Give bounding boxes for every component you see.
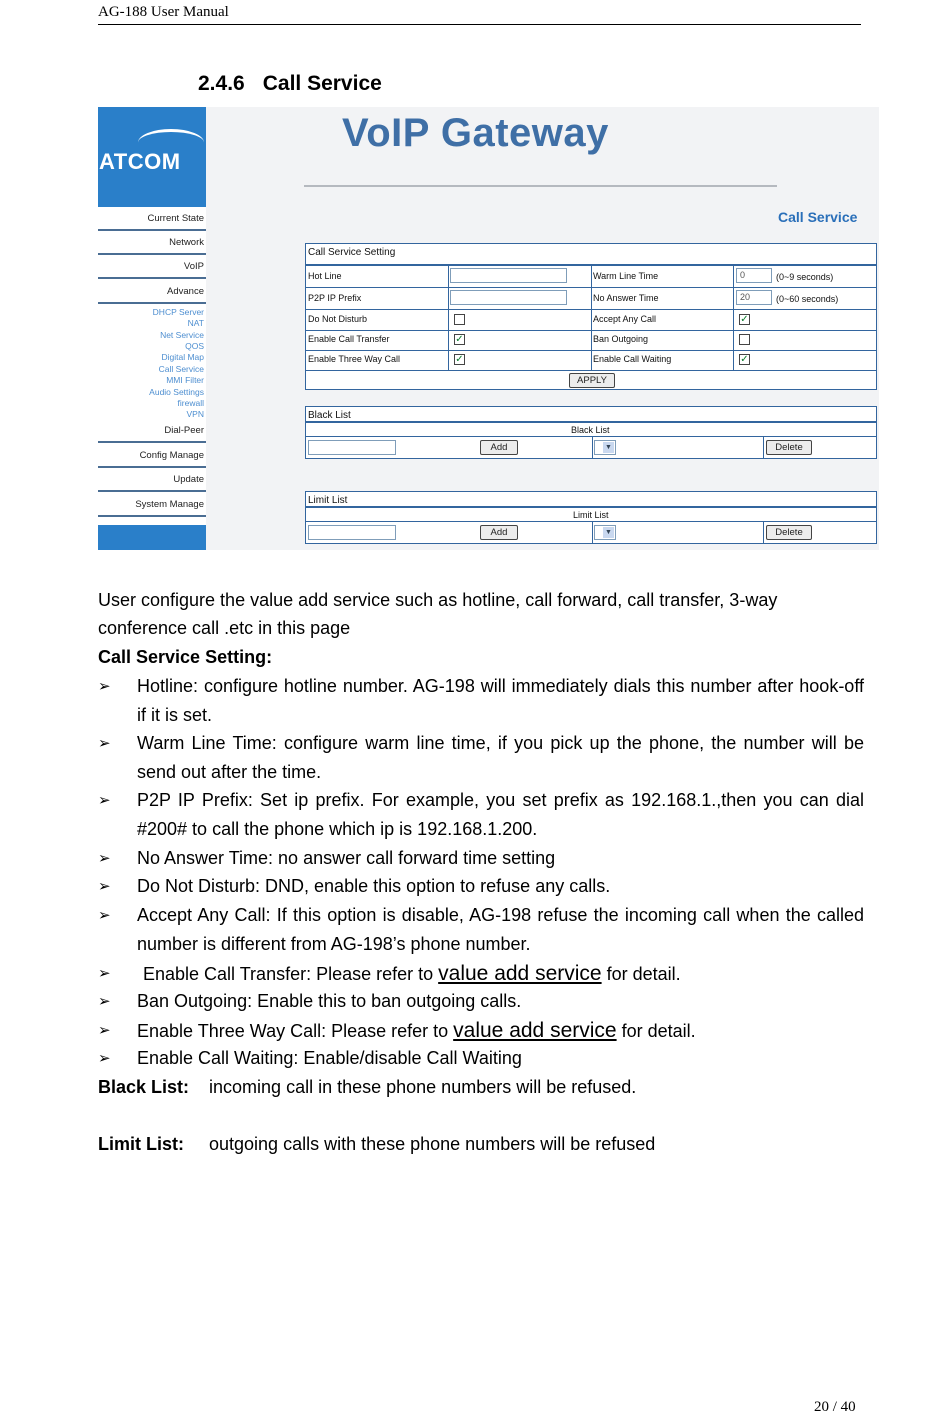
nav-sub-audio-settings[interactable]: Audio Settings [149,387,204,397]
bullet-arrow-icon: ➢ [98,1050,111,1067]
ban-outgoing-checkbox[interactable] [739,334,750,345]
intro-line-1: User configure the value add service such as hotline, call forward, call transfer, 3-way [98,590,778,610]
limit-list-add-button[interactable]: Add [480,525,518,540]
nav-sub-dhcp-server[interactable]: DHCP Server [152,307,204,317]
nav-config-manage[interactable]: Config Manage [98,444,206,468]
atcom-logo [98,107,206,207]
call-service-setting-panel [305,243,877,390]
page-number: 20 / 40 [814,1399,856,1415]
nav-sub-nat[interactable]: NAT [187,318,204,328]
sidebar-footer-band [98,525,206,550]
nav-sub-call-service[interactable]: Call Service [158,364,204,374]
section-heading [198,72,382,96]
warm-line-time-label: Warm Line Time [593,271,659,281]
apply-button[interactable]: APPLY [569,373,615,388]
limit-list-input[interactable] [308,525,396,540]
bullet-arrow-icon: ➢ [98,792,111,809]
bullet-arrow-icon: ➢ [98,993,111,1010]
p2p-prefix-label: P2P IP Prefix [308,293,362,303]
col-rule [733,264,734,370]
bullet-text [137,1016,864,1046]
nav-network[interactable]: Network [98,231,206,255]
panel-rule [306,421,876,423]
bullet-arrow-icon: ➢ [98,878,111,895]
header-rule [98,24,861,25]
do-not-disturb-label: Do Not Disturb [308,314,368,324]
enable-three-way-label: Enable Three Way Call [308,354,401,364]
col-rule [763,521,764,543]
app-title: VoIP Gateway [342,111,609,155]
chevron-down-icon: ▼ [603,442,614,453]
bullet-text: Accept Any Call: If this option is disable, AG-198 refuse the incoming call when the called number is different from AG-198’s phone number. [137,905,864,954]
nav-sub-vpn[interactable]: VPN [186,409,204,419]
no-answer-time-label: No Answer Time [593,293,659,303]
black-list-select[interactable] [594,440,616,455]
bullet-arrow-icon: ➢ [98,965,111,982]
ban-outgoing-label: Ban Outgoing [593,334,649,344]
bullet-text: Enable Call Waiting: Enable/disable Call Waiting [137,1048,522,1068]
bullet-arrow-icon: ➢ [98,735,111,752]
nav-voip[interactable]: VoIP [98,255,206,279]
no-answer-hint: (0~60 seconds) [776,294,839,304]
nav-sub-firewall[interactable]: firewall [177,398,204,408]
col-rule [591,264,592,370]
black-list-delete-button[interactable]: Delete [766,440,812,455]
section-number: 2.4.6 [198,72,245,95]
page-tag: Call Service [778,209,858,225]
no-answer-time-input[interactable]: 20 [736,290,772,305]
bullet-text [137,959,864,989]
black-list-add-button[interactable]: Add [480,440,518,455]
hot-line-input[interactable] [450,268,567,283]
black-list-term: Black List: [98,1077,190,1097]
bullet-text: Do Not Disturb: DND, enable this option to refuse any calls. [137,876,611,896]
bullet-text: P2P IP Prefix: Set ip prefix. For example, you set prefix as 192.168.1.,then you can dial #200# to call the phone which ip is 192.168.1.200. [137,790,864,839]
panel-title: Black List [308,410,351,421]
bullet-text: Warm Line Time: configure warm line time, if you pick up the phone, the number will be send out after the time. [137,733,864,782]
section-title: Call Service [262,72,382,95]
p2p-prefix-input[interactable] [450,290,567,305]
black-list-panel [305,406,877,459]
hot-line-label: Hot Line [308,271,342,281]
nav-current-state[interactable]: Current State [98,207,206,231]
enable-call-transfer-checkbox[interactable]: ✓ [455,334,464,345]
intro-line-2: conference call .etc in this page [98,618,351,638]
row-rule [306,521,876,522]
limit-list-description [98,1130,864,1159]
enable-three-way-checkbox[interactable]: ✓ [455,354,464,365]
row-rule [306,370,876,371]
nav-sub-net-service[interactable]: Net Service [160,330,204,340]
nav-sub-qos[interactable]: QOS [185,341,204,351]
call-service-setting-heading: Call Service Setting: [98,647,273,667]
value-add-service-link[interactable]: value add service [438,962,602,985]
black-list-column: Black List [571,425,610,435]
nav-update[interactable]: Update [98,468,206,492]
enable-call-transfer-label: Enable Call Transfer [308,334,390,344]
black-list-input[interactable] [308,440,396,455]
col-rule [592,436,593,458]
bullet-text: Ban Outgoing: Enable this to ban outgoing calls. [137,991,522,1011]
col-rule [592,521,593,543]
warm-line-hint: (0~9 seconds) [776,272,834,282]
accept-any-call-label: Accept Any Call [593,314,657,324]
bullet-arrow-icon: ➢ [98,1022,111,1039]
bullet-arrow-icon: ➢ [98,850,111,867]
nav-dial-peer[interactable]: Dial-Peer [98,419,206,443]
accept-any-call-checkbox[interactable]: ✓ [740,314,749,325]
nav-system-manage[interactable]: System Manage [98,493,206,517]
limit-list-term: Limit List: [98,1134,184,1154]
limit-list-delete-button[interactable]: Delete [766,525,812,540]
transfer-prefix: Enable Call Transfer: Please refer to [143,964,439,984]
limit-list-column: Limit List [573,510,609,520]
bullet-arrow-icon: ➢ [98,907,111,924]
call-service-screenshot [98,107,879,550]
chevron-down-icon: ▼ [603,527,614,538]
limit-list-text: outgoing calls with these phone numbers will be refused [209,1134,656,1154]
bullet-text: No Answer Time: no answer call forward time setting [137,848,556,868]
nav-sub-mmi-filter[interactable]: MMI Filter [166,375,204,385]
logo-text: ATCOM [99,149,181,174]
panel-title: Limit List [308,495,348,506]
limit-list-panel [305,491,877,544]
nav-advance[interactable]: Advance [98,280,206,304]
limit-list-select[interactable] [594,525,616,540]
enable-call-waiting-checkbox[interactable]: ✓ [740,354,749,365]
bullet-arrow-icon: ➢ [98,678,111,695]
transfer-suffix: for detail. [601,964,681,984]
col-rule [763,436,764,458]
bullet-text: Hotline: configure hotline number. AG-198 will immediately dials this number after hook-off if it is set. [137,676,864,725]
enable-call-waiting-label: Enable Call Waiting [593,354,672,364]
row-rule [306,436,876,437]
nav-sub-digital-map[interactable]: Digital Map [161,352,204,362]
panel-title: Call Service Setting [308,247,396,258]
document-header: AG-188 User Manual [98,4,229,20]
sidebar [98,107,206,550]
warm-line-time-input[interactable]: 0 [736,268,772,283]
black-list-description [98,1073,864,1102]
value-add-service-link[interactable]: value add service [453,1019,617,1042]
col-rule [448,264,449,370]
black-list-text: incoming call in these phone numbers will be refused. [209,1077,637,1097]
three-way-prefix: Enable Three Way Call: Please refer to [137,1021,454,1041]
three-way-suffix: for detail. [616,1021,696,1041]
title-rule [304,185,777,187]
do-not-disturb-checkbox[interactable] [454,314,465,325]
panel-rule [306,506,876,508]
